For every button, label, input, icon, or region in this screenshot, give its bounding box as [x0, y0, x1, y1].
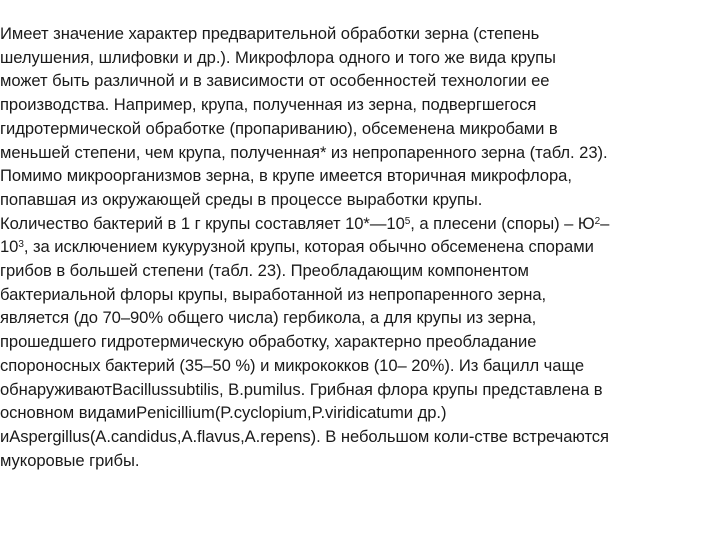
text-line: бактериальной флоры крупы, выработанной из непропаренного зерна,: [0, 284, 547, 304]
text-line: мукоровые грибы.: [0, 450, 140, 470]
text-line: может быть различной и в зависимости от особенностей технологии ее: [0, 71, 550, 91]
text-line: иAspergillus(A.candidus,A.flavus,A.repens). В небольшом коли-стве встречаются: [0, 426, 609, 446]
text-line: спороносных бактерий (35–50 %) и микрококков (10– 20%). Из бацилл чаще: [0, 355, 585, 375]
superscript: 5: [404, 215, 411, 227]
text-line: основном видамиPenicillium(P.cyclopium,P.viridicatumи др.): [0, 403, 447, 423]
text-line: производства. Например, крупа, полученная из зерна, подвергшегося: [0, 95, 537, 115]
body-text: [0, 22, 718, 472]
text-line: Помимо микроорганизмов зерна, в крупе имеется вторичная микрофлора,: [0, 166, 572, 186]
text-fragment: Количество бактерий в 1 г крупы составляет 10*—10: [0, 213, 405, 233]
text-fragment: –: [600, 213, 610, 233]
text-fragment: 10: [0, 237, 19, 257]
text-fragment: , за исключением кукурузной крупы, которая обычно обсеменена спорами: [23, 237, 594, 257]
text-fragment: , а плесени (споры) – Ю: [410, 213, 595, 233]
text-line: Имеет значение характер предварительной обработки зерна (степень: [0, 24, 540, 43]
text-line: прошедшего гидротермическую обработку, характерно преобладание: [0, 332, 537, 352]
text-line: грибов в большей степени (табл. 23). Преобладающим компонентом: [0, 261, 529, 281]
text-line: является (до 70–90% общего числа) гербикола, а для крупы из зерна,: [0, 308, 537, 328]
text-line: меньшей степени, чем крупа, полученная* из непропаренного зерна (табл. 23).: [0, 142, 608, 162]
text-line: шелушения, шлифовки и др.). Микрофлора одного и того же вида крупы: [0, 47, 556, 67]
text-line: гидротермической обработке (пропариванию), обсеменена микробами в: [0, 118, 558, 138]
superscript: 2: [594, 215, 601, 227]
text-line: попавшая из окружающей среды в процессе выработки крупы.: [0, 189, 483, 209]
text-line: [0, 235, 718, 259]
text-line: обнаруживаютBacillussubtilis, В.pumilus. Грибная флора крупы представлена в: [0, 379, 603, 399]
superscript: 3: [18, 239, 24, 251]
text-line: [0, 212, 718, 236]
